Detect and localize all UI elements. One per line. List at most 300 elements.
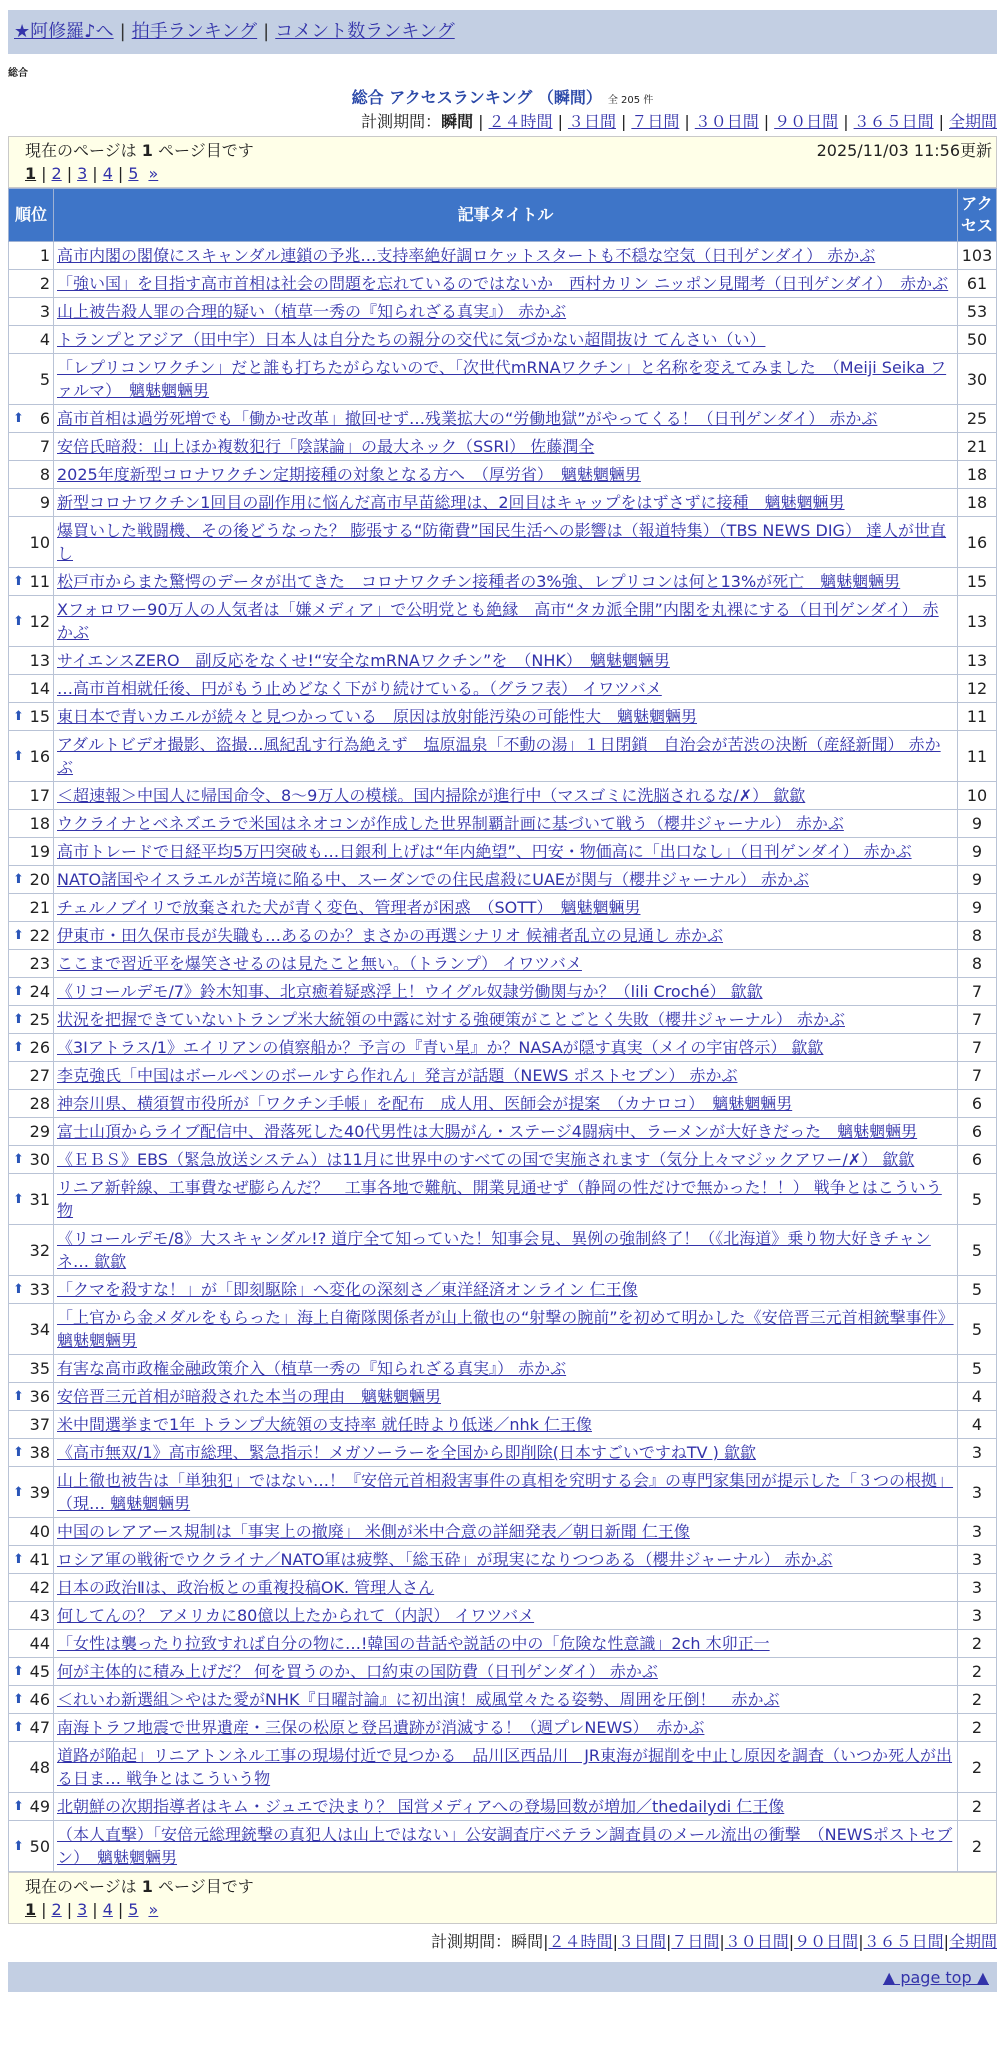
period-link-1[interactable]: ３日間	[567, 112, 616, 131]
access-count: 53	[958, 298, 997, 326]
access-count: 3	[958, 1546, 997, 1574]
article-link[interactable]: チェルノブイリで放棄された犬が青く変色、管理者が困惑 （SOTT） 魑魅魍魎男	[57, 898, 641, 917]
period-separator: |	[843, 112, 849, 131]
article-link[interactable]: 日本の政治Ⅱは、政治板との重複投稿OK. 管理人さん	[57, 1578, 435, 1597]
title-cell	[54, 1546, 958, 1574]
article-link[interactable]: 山上被告殺人罪の合理的疑い（植草一秀の『知られざる真実』） 赤かぶ	[57, 302, 567, 321]
article-link[interactable]: サイエンスZERO 副反応をなくせ!“安全なmRNAワクチン”を （NHK） 魑魅魍魎男	[57, 651, 670, 670]
period-link-2[interactable]: ７日間	[631, 112, 680, 131]
article-link[interactable]: 東日本で青いカエルが続々と見つかっている 原因は放射能汚染の可能性大 魑魅魍魎男	[57, 707, 698, 726]
current-page-text: 現在のページは 1 ページ目です	[25, 141, 254, 160]
rank-up-arrow-icon: ⬆	[13, 748, 24, 764]
rank-number: 12	[29, 611, 50, 631]
page-separator: |	[41, 1900, 47, 1919]
table-row	[9, 1658, 997, 1686]
article-link[interactable]: 有害な高市政権金融政策介入（植草一秀の『知られざる真実』） 赤かぶ	[57, 1359, 567, 1378]
table-row	[9, 731, 997, 782]
table-row	[9, 1146, 997, 1174]
title-cell	[54, 1602, 958, 1630]
article-link[interactable]: 何してんの？ アメリカに80億以上たかられて（内訳） イワツバメ	[57, 1606, 535, 1625]
rank-number: 33	[29, 1280, 50, 1299]
article-link[interactable]: 米中間選挙まで1年 トランプ大統領の支持率 就任時より低迷／nhk 仁王像	[57, 1415, 592, 1434]
rank-up-arrow-icon: ⬆	[13, 928, 24, 943]
article-link[interactable]: 松戸市からまた驚愕のデータが出てきた コロナワクチン接種者の3%強、レプリコンは何と13%が死亡 魑魅魍魎男	[57, 572, 901, 591]
access-count: 3	[958, 1467, 997, 1518]
title-cell	[54, 731, 958, 782]
rank-number: 18	[29, 814, 50, 833]
title-cell	[54, 1174, 958, 1225]
table-row	[9, 1304, 997, 1355]
period-link-6[interactable]: 全期間	[948, 112, 997, 131]
rank-number: 42	[29, 1578, 50, 1597]
page-separator: |	[66, 1900, 73, 1919]
rank-number: 50	[29, 1836, 50, 1856]
access-count: 9	[958, 810, 997, 838]
page-next-link[interactable]: »	[148, 164, 159, 183]
page-link-3[interactable]: 3	[77, 164, 88, 183]
article-link[interactable]: （本人直撃）「安倍元総理銃撃の真犯人は山上ではない」公安調査庁ベテラン調査員のメール流出の衝撃 （NEWSポストセブン） 魑魅魍魎男	[57, 1825, 953, 1867]
title-cell	[54, 1467, 958, 1518]
rank-cell	[9, 647, 54, 675]
rank-cell	[9, 568, 54, 596]
rank-number: 40	[29, 1522, 50, 1541]
rank-number: 14	[29, 679, 50, 698]
access-count: 5	[958, 1355, 997, 1383]
table-row	[9, 1742, 997, 1793]
access-count: 7	[958, 978, 997, 1006]
rank-number: 39	[29, 1482, 50, 1502]
access-count: 2	[958, 1714, 997, 1742]
period-separator: |	[763, 112, 770, 131]
article-link[interactable]: 《リコールデモ/7》鈴木知事、北京癒着疑惑浮上！ウイグル奴隷労働関与か？（lili Croché） 歙歙	[57, 982, 763, 1001]
rank-cell	[9, 1062, 54, 1090]
access-count: 8	[958, 922, 997, 950]
period-link-5[interactable]: ３６５日間	[853, 112, 934, 131]
access-count: 9	[958, 866, 997, 894]
access-count: 2	[958, 1686, 997, 1714]
rank-number: 7	[39, 437, 50, 456]
title-cell	[54, 810, 958, 838]
table-row	[9, 1793, 997, 1821]
article-link[interactable]: アダルトビデオ撮影、盗撮…風紀乱す行為絶えず 塩原温泉「不動の湯」１日閉鎖 自治会が苦渋の決断（産経新聞） 赤かぶ	[57, 735, 941, 777]
rank-number: 4	[39, 330, 50, 349]
article-link[interactable]: ここまで習近平を爆笑させるのは見たこと無い。（トランプ） イワツバメ	[57, 954, 582, 973]
article-link[interactable]: 《3Iアトラス/1》エイリアンの偵察船か？予言の『青い星』か？NASAが隠す真実（メイの宇宙啓示） 歙歙	[57, 1038, 824, 1057]
period-link-4[interactable]: ９０日間	[774, 112, 839, 131]
rank-up-arrow-icon: ⬆	[13, 574, 24, 589]
article-link[interactable]: 道路が陥起」リニアトンネル工事の現場付近で見つかる 品川区西品川 JR東海が掘削を中止し原因を調査（いつか死人が出る日ま… 戦争とはこういう物	[57, 1746, 953, 1788]
period-separator: |	[938, 112, 944, 131]
rank-up-arrow-icon: ⬆	[13, 411, 24, 426]
rank-number: 8	[39, 465, 50, 484]
title-cell	[54, 1090, 958, 1118]
rank-cell	[9, 405, 54, 433]
rank-cell	[9, 866, 54, 894]
access-count: 30	[958, 354, 997, 405]
period-link-6[interactable]: 全期間	[948, 1932, 997, 1951]
rank-cell	[9, 1630, 54, 1658]
rank-number: 17	[29, 786, 50, 805]
ranking-table	[8, 188, 997, 1872]
rank-cell	[9, 461, 54, 489]
article-link[interactable]: 何が主体的に積み上げだ？ 何を買うのか、口約束の国防費（日刊ゲンダイ） 赤かぶ	[57, 1662, 658, 1681]
table-row	[9, 405, 997, 433]
table-row	[9, 978, 997, 1006]
rank-cell	[9, 489, 54, 517]
rank-cell	[9, 922, 54, 950]
table-row	[9, 1714, 997, 1742]
article-link[interactable]: ＜超速報＞中国人に帰国命令、8～9万人の模様。国内掃除が進行中（マスゴミに洗脳されるな/✗） 歙歙	[57, 786, 806, 805]
rank-cell	[9, 1742, 54, 1793]
rank-up-arrow-icon: ⬆	[13, 1838, 24, 1854]
access-count: 10	[958, 782, 997, 810]
rank-number: 27	[29, 1066, 50, 1085]
page-current: 1	[25, 1900, 37, 1919]
rank-up-arrow-icon: ⬆	[13, 1152, 24, 1167]
table-row	[9, 866, 997, 894]
rank-cell	[9, 433, 54, 461]
title-cell	[54, 1276, 958, 1304]
article-link[interactable]: 《ＥＢＳ》EBS（緊急放送システム）は11月に世界中のすべての国で実施されます（気分上々マジックアワー/✗） 歙歙	[57, 1150, 915, 1169]
period-separator: |	[858, 1932, 864, 1951]
period-separator: |	[620, 112, 627, 131]
table-row	[9, 1467, 997, 1518]
title-cell	[54, 1793, 958, 1821]
table-row	[9, 1546, 997, 1574]
period-selector-bottom	[8, 1930, 997, 1954]
rank-cell	[9, 978, 54, 1006]
title-cell	[54, 1686, 958, 1714]
title-cell	[54, 647, 958, 675]
article-link[interactable]: リニア新幹線、工事費なぜ膨らんだ？ 工事各地で難航、開業見通せず（静岡の性だけで無かった！！） 戦争とはこういう物	[57, 1178, 942, 1220]
access-count: 3	[958, 1518, 997, 1546]
period-separator: |	[788, 1932, 795, 1951]
rank-up-arrow-icon: ⬆	[13, 1445, 24, 1460]
access-count: 9	[958, 894, 997, 922]
table-row	[9, 517, 997, 568]
title-cell	[54, 568, 958, 596]
rank-number: 21	[29, 898, 50, 917]
article-link[interactable]: …高市首相就任後、円がもう止めどなく下がり続けている。（グラフ表） イワツバメ	[57, 679, 662, 698]
title-cell	[54, 461, 958, 489]
title-cell	[54, 242, 958, 270]
rank-cell	[9, 782, 54, 810]
table-row	[9, 1174, 997, 1225]
table-row	[9, 433, 997, 461]
title-cell	[54, 1304, 958, 1355]
article-link[interactable]: ウクライナとベネズエラで米国はネオコンが作成した世界制覇計画に基づいて戦う（櫻井ジャーナル） 赤かぶ	[57, 814, 844, 833]
access-count: 8	[958, 950, 997, 978]
page-separator: |	[92, 164, 98, 183]
period-link-2[interactable]: ７日間	[671, 1932, 720, 1951]
page-link-4[interactable]: 4	[102, 1900, 113, 1919]
article-link[interactable]: トランプとアジア（田中宇）日本人は自分たちの親分の交代に気づかない超間抜け てんさい（い）	[57, 330, 766, 349]
article-link[interactable]: 高市内閣の閣僚にスキャンダル連鎖の予兆…支持率絶好調ロケットスタートも不穏な空気（日刊ゲンダイ） 赤かぶ	[57, 246, 876, 265]
period-link-4[interactable]: ９０日間	[794, 1932, 859, 1951]
rank-cell	[9, 270, 54, 298]
period-link-1[interactable]: ３日間	[617, 1932, 666, 1951]
table-row	[9, 1383, 997, 1411]
page-next-link[interactable]: »	[148, 1900, 159, 1919]
rank-cell	[9, 1174, 54, 1225]
rank-cell	[9, 1793, 54, 1821]
rank-cell	[9, 838, 54, 866]
rank-cell	[9, 596, 54, 647]
rank-number: 36	[29, 1387, 50, 1406]
nav-link-comment-ranking[interactable]: コメント数ランキング	[275, 21, 455, 42]
current-page-number: 1	[141, 1877, 153, 1896]
title-cell	[54, 405, 958, 433]
access-count: 2	[958, 1658, 997, 1686]
table-row	[9, 1630, 997, 1658]
article-link[interactable]: 「上官から金メダルをもらった」海上自衛隊関係者が山上徹也の“射撃の腕前”を初めて明かした《安倍晋三元首相銃撃事件》魑魅魍魎男	[57, 1308, 954, 1350]
title-cell	[54, 596, 958, 647]
header-title: 記事タイトル	[54, 189, 958, 242]
article-link[interactable]: 北朝鮮の次期指導者はキム・ジュエで決まり？ 国営メディアへの登場回数が増加／thedailydi 仁王像	[57, 1797, 785, 1816]
title-cell	[54, 1034, 958, 1062]
title-cell	[54, 1574, 958, 1602]
article-link[interactable]: 安倍晋三元首相が暗殺された本当の理由 魑魅魍魎男	[57, 1387, 442, 1406]
article-link[interactable]: 高市トレードで日経平均5万円突破も…日銀利上げは“年内絶望”、円安・物価高に「出口なし」（日刊ゲンダイ） 赤かぶ	[57, 842, 912, 861]
access-count: 3	[958, 1574, 997, 1602]
ranking-rows	[9, 242, 997, 1872]
rank-cell	[9, 1006, 54, 1034]
rank-cell	[9, 675, 54, 703]
rank-number: 22	[29, 926, 50, 945]
rank-cell	[9, 1090, 54, 1118]
table-row	[9, 894, 997, 922]
table-row	[9, 1062, 997, 1090]
table-row	[9, 922, 997, 950]
article-link[interactable]: 状況を把握できていないトランプ米大統領の中露に対する強硬策がことごとく失敗（櫻井ジャーナル） 赤かぶ	[57, 1010, 845, 1029]
title-cell	[54, 1225, 958, 1276]
article-link[interactable]: 「強い国」を目指す高市首相は社会の問題を忘れているのではないか 西村カリン ニッポン見聞考（日刊ゲンダイ） 赤かぶ	[57, 274, 949, 293]
page-link-2[interactable]: 2	[51, 1900, 62, 1919]
table-row	[9, 703, 997, 731]
table-row	[9, 782, 997, 810]
article-link[interactable]: 神奈川県、横須賀市役所が「ワクチン手帳」を配布 成人用、医師会が提案 （カナロコ） 魑魅魍魎男	[57, 1094, 793, 1113]
table-row	[9, 1518, 997, 1546]
title-cell	[54, 950, 958, 978]
period-separator: |	[943, 1932, 949, 1951]
access-count: 4	[958, 1411, 997, 1439]
rank-number: 1	[39, 246, 50, 265]
table-row	[9, 838, 997, 866]
access-count: 3	[958, 1439, 997, 1467]
title-cell	[54, 433, 958, 461]
rank-cell	[9, 326, 54, 354]
table-row	[9, 1006, 997, 1034]
period-separator: |	[665, 1932, 672, 1951]
title-cell	[54, 782, 958, 810]
title-cell	[54, 866, 958, 894]
access-count: 5	[958, 1225, 997, 1276]
rank-cell	[9, 1146, 54, 1174]
period-label: 計測期間：	[361, 112, 442, 131]
article-link[interactable]: 安倍氏暗殺：山上ほか複数犯行「陰謀論」の最大ネック（SSRI） 佐藤潤全	[57, 437, 595, 456]
period-link-5[interactable]: ３６５日間	[863, 1932, 944, 1951]
updated-timestamp: 2025/11/03 11:56更新	[816, 141, 992, 160]
table-row	[9, 568, 997, 596]
rank-up-arrow-icon: ⬆	[13, 1799, 24, 1814]
access-count: 18	[958, 489, 997, 517]
rank-cell	[9, 1411, 54, 1439]
pager	[8, 136, 997, 188]
title-cell	[54, 1821, 958, 1872]
period-link-0[interactable]: ２４時間	[488, 112, 553, 131]
rank-number: 11	[29, 572, 50, 591]
title-cell	[54, 922, 958, 950]
table-row	[9, 1602, 997, 1630]
page-top-link[interactable]: ▲ page top ▲	[882, 1967, 989, 1987]
article-link[interactable]: ＜れいわ新選組＞やはた愛がNHK『日曜討論』に初出演！威風堂々たる姿勢、周囲を圧倒！ 赤かぶ	[57, 1690, 780, 1709]
period-separator: |	[684, 112, 690, 131]
article-link[interactable]: 李克強氏「中国はボールペンのボールすら作れん」発言が話題（NEWS ポストセブン） 赤かぶ	[57, 1066, 738, 1085]
period-link-3[interactable]: ３０日間	[694, 112, 759, 131]
article-link[interactable]: 2025年度新型コロナワクチン定期接種の対象となる方へ （厚労省） 魑魅魍魎男	[57, 465, 641, 484]
access-count: 12	[958, 675, 997, 703]
access-count: 21	[958, 433, 997, 461]
article-link[interactable]: ロシア軍の戦術でウクライナ／NATO軍は疲弊、「総玉砕」が現実になりつつある（櫻井ジャーナル） 赤かぶ	[57, 1550, 833, 1569]
rank-up-arrow-icon: ⬆	[13, 1389, 24, 1404]
article-link[interactable]: NATO諸国やイスラエルが苦境に陥る中、スーダンでの住民虐殺にUAEが関与（櫻井ジャーナル） 赤かぶ	[57, 870, 809, 889]
table-row	[9, 489, 997, 517]
rank-number: 16	[29, 746, 50, 766]
table-row	[9, 326, 997, 354]
page-links	[25, 1898, 992, 1921]
rank-cell	[9, 517, 54, 568]
nav-separator: |	[263, 21, 270, 42]
period-label: 計測期間：	[431, 1932, 512, 1951]
article-link[interactable]: 《高市無双/1》高市総理、緊急指示！メガソーラーを全国から即削除(日本すごいですねTV ) 歙歙	[57, 1443, 756, 1462]
rank-number: 48	[29, 1757, 50, 1777]
access-count: 5	[958, 1304, 997, 1355]
rank-number: 19	[29, 842, 50, 861]
rank-number: 3	[39, 302, 50, 321]
title-cell	[54, 838, 958, 866]
article-link[interactable]: 「クマを殺すな！」が「即刻駆除」へ変化の深刻さ／東洋経済オンライン 仁王像	[57, 1280, 638, 1299]
rank-cell	[9, 1467, 54, 1518]
nav-link-asyura[interactable]: ★阿修羅♪へ	[14, 21, 114, 42]
access-count: 50	[958, 326, 997, 354]
period-current: 瞬間	[511, 1932, 544, 1951]
top-nav	[8, 10, 997, 54]
rank-cell	[9, 242, 54, 270]
access-count: 6	[958, 1090, 997, 1118]
title-cell	[54, 1518, 958, 1546]
page-separator: |	[66, 164, 73, 183]
page-link-5[interactable]: 5	[128, 1900, 139, 1919]
rank-cell	[9, 950, 54, 978]
current-page-number: 1	[141, 141, 153, 160]
page-link-2[interactable]: 2	[51, 164, 62, 183]
article-link[interactable]: 新型コロナワクチン1回目の副作用に悩んだ高市早苗総理は、2回目はキャップをはずさずに接種 魑魅魍魎男	[57, 493, 845, 512]
article-link[interactable]: 山上徹也被告は「単独犯」ではない…！『安倍元首相殺害事件の真相を究明する会』の専門家集団が提示した「３つの根拠」（現… 魑魅魍魎男	[57, 1471, 954, 1513]
article-link[interactable]: 爆買いした戦闘機、その後どうなった？ 膨張する“防衛費”国民生活への影響は（報道特集）（TBS NEWS DIG） 達人が世直し	[57, 521, 947, 563]
title-cell	[54, 298, 958, 326]
rank-number: 2	[39, 274, 50, 293]
access-count: 7	[958, 1006, 997, 1034]
access-count: 2	[958, 1793, 997, 1821]
page-title	[8, 85, 997, 108]
pager-status-row	[25, 1875, 992, 1898]
rank-number: 15	[29, 707, 50, 726]
nav-separator: |	[119, 21, 126, 42]
rank-up-arrow-icon: ⬆	[13, 1552, 24, 1567]
page-links	[25, 162, 992, 185]
rank-cell	[9, 1355, 54, 1383]
title-cell	[54, 1658, 958, 1686]
table-row	[9, 1118, 997, 1146]
nav-link-applause-ranking[interactable]: 拍手ランキング	[131, 21, 258, 42]
article-link[interactable]: 中国のレアアース規制は「事実上の撤廃」 米側が米中合意の詳細発表／朝日新聞 仁王像	[57, 1522, 690, 1541]
title-cell	[54, 1006, 958, 1034]
table-row	[9, 354, 997, 405]
article-link[interactable]: Xフォロワー90万人の人気者は「嫌メディア」で公明党とも絶縁 高市“タカ派全開”内閣を丸裸にする（日刊ゲンダイ） 赤かぶ	[57, 600, 939, 642]
rank-number: 25	[29, 1010, 50, 1029]
table-row	[9, 596, 997, 647]
rank-cell	[9, 1546, 54, 1574]
rank-up-arrow-icon: ⬆	[13, 613, 24, 629]
rank-cell	[9, 1225, 54, 1276]
article-link[interactable]: 「女性は襲ったり拉致すれば自分の物に…!韓国の昔話や説話の中の「危険な性意識」2ch 木卯正一	[57, 1634, 770, 1653]
period-link-3[interactable]: ３０日間	[724, 1932, 789, 1951]
access-count: 3	[958, 1602, 997, 1630]
rank-up-arrow-icon: ⬆	[13, 1012, 24, 1027]
table-row	[9, 1821, 997, 1872]
access-count: 11	[958, 703, 997, 731]
period-separator: |	[543, 1932, 549, 1951]
article-link[interactable]: 《リコールデモ/8》大スキャンダル!? 道庁全て知っていた！知事会見、異例の強制終了！（《北海道》乗り物大好きチャンネ… 歙歙	[57, 1229, 931, 1271]
period-separator: |	[557, 112, 563, 131]
rank-up-arrow-icon: ⬆	[13, 1692, 24, 1707]
article-link[interactable]: 高市首相は過労死増でも「働かせ改革」撤回せず…残業拡大の“労働地獄”がやってくる！（日刊ゲンダイ） 赤かぶ	[57, 409, 878, 428]
article-link[interactable]: 伊東市・田久保市長が失職も…あるのか？まさかの再選シナリオ 候補者乱立の見通し 赤かぶ	[57, 926, 724, 945]
page-link-5[interactable]: 5	[128, 164, 139, 183]
rank-cell	[9, 731, 54, 782]
rank-number: 20	[29, 870, 50, 889]
rank-up-arrow-icon: ⬆	[13, 1191, 24, 1207]
title-cell	[54, 1439, 958, 1467]
article-link[interactable]: 「レプリコンワクチン」だと誰も打ちたがらないので、「次世代mRNAワクチン」と名称を変えてみました （Meiji Seika ファルマ） 魑魅魍魎男	[57, 358, 947, 400]
period-separator: |	[478, 112, 484, 131]
access-count: 15	[958, 568, 997, 596]
article-link[interactable]: 富士山頂からライブ配信中、滑落死した40代男性は大腸がん・ステージ4闘病中、ラーメンが大好きだった 魑魅魍魎男	[57, 1122, 918, 1141]
table-row	[9, 1034, 997, 1062]
rank-number: 6	[39, 409, 50, 428]
title-cell	[54, 1062, 958, 1090]
pager-bottom	[8, 1872, 997, 1924]
title-cell	[54, 270, 958, 298]
rank-number: 38	[29, 1443, 50, 1462]
table-row	[9, 461, 997, 489]
page-link-3[interactable]: 3	[77, 1900, 88, 1919]
rank-up-arrow-icon: ⬆	[13, 1282, 24, 1297]
period-link-0[interactable]: ２４時間	[548, 1932, 613, 1951]
title-cell	[54, 1383, 958, 1411]
pager-status-row	[25, 139, 992, 162]
table-row	[9, 1225, 997, 1276]
table-row	[9, 1411, 997, 1439]
rank-number: 28	[29, 1094, 50, 1113]
page-link-4[interactable]: 4	[102, 164, 113, 183]
article-link[interactable]: 南海トラフ地震で世界遺産・三保の松原と登呂遺跡が消滅する！（週プレNEWS） 赤かぶ	[57, 1718, 705, 1737]
page-separator: |	[92, 1900, 98, 1919]
table-row	[9, 1439, 997, 1467]
rank-number: 10	[29, 532, 50, 552]
period-selector	[8, 110, 997, 134]
table-row	[9, 1090, 997, 1118]
